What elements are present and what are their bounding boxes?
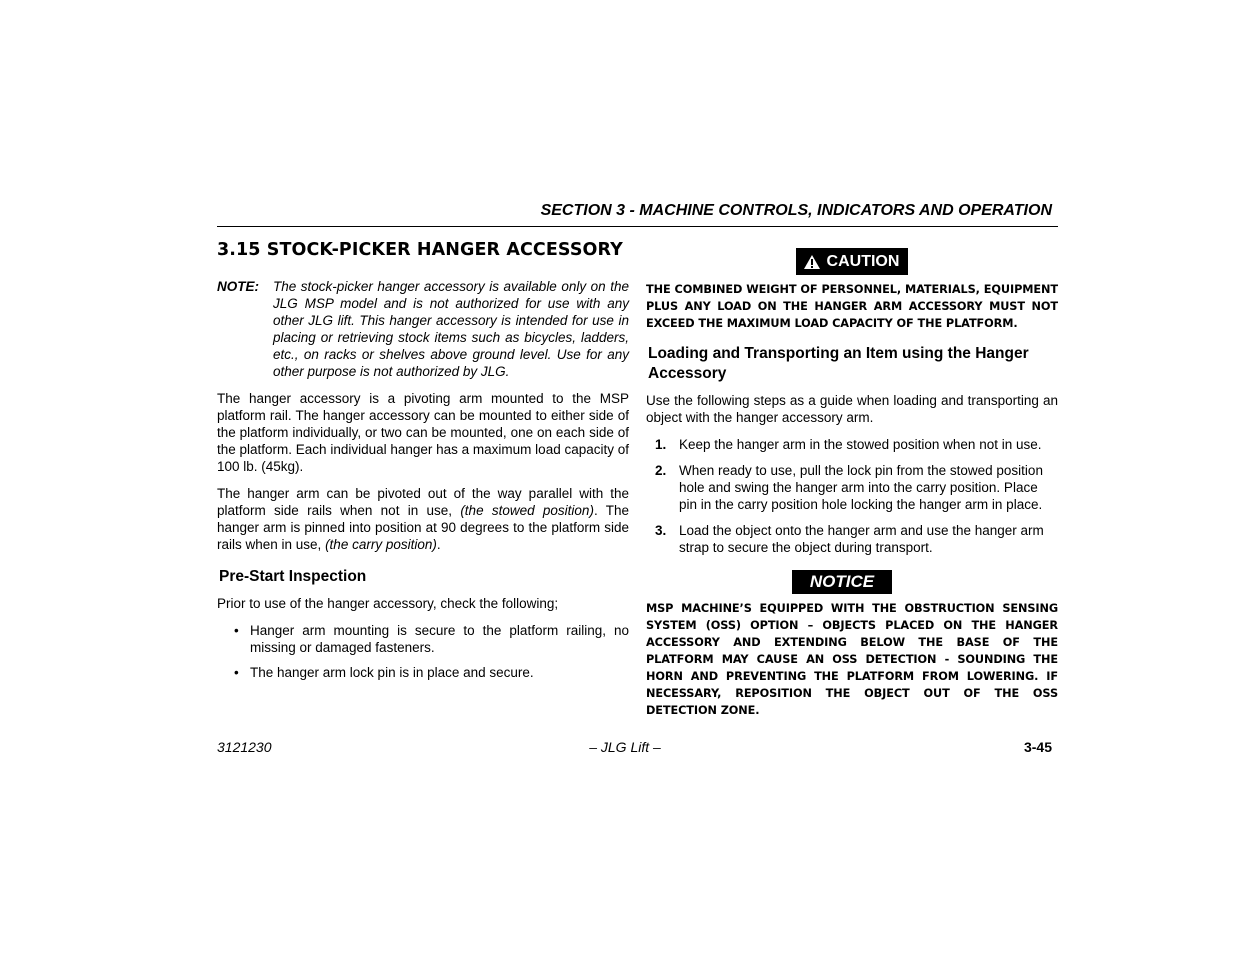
list-item-text: The hanger arm lock pin is in place and secure. (250, 665, 534, 680)
section-header: SECTION 3 - MACHINE CONTROLS, INDICATORS AND OPERATION (540, 202, 1052, 219)
caution-text: THE COMBINED WEIGHT OF PERSONNEL, MATERIALS, EQUIPMENT PLUS ANY LOAD ON THE HANGER ARM ACCESSORY MUST NOT EXCEED THE MAXIMUM LOAD CAPACITY OF THE PLATFORM. (646, 283, 1058, 330)
note-block (217, 278, 629, 380)
step-number: 1. (655, 437, 667, 452)
footer-center: – JLG Lift – (589, 739, 661, 755)
list-item (646, 436, 1058, 453)
hanger-positions-paragraph (217, 485, 629, 553)
para-text: The hanger arm can be pivoted out of the way parallel with the platform side rails when not in use, (217, 486, 629, 518)
pre-start-intro: Prior to use of the hanger accessory, check the following; (217, 596, 559, 611)
para-text: . (436, 537, 441, 552)
steps-list (646, 436, 1058, 556)
list-item (234, 622, 629, 656)
notice-text: MSP MACHINE’S EQUIPPED WITH THE OBSTRUCTION SENSING SYSTEM (OSS) OPTION – OBJECTS PLACED ON THE HANGER ACCESSORY AND EXTENDING BELOW THE BASE OF THE PLATFORM MAY CAUSE AN OSS DETECTION - SOUNDING THE HORN AND PREVENTING THE PLATFORM FROM LOWERING. IF NECESSARY, REPOSITION THE OBJECT OUT OF THE OSS DETECTION ZONE. (646, 602, 1058, 717)
caution-header (646, 248, 1058, 275)
list-item (646, 462, 1058, 513)
inspection-list (217, 622, 629, 681)
caution-label: CAUTION (826, 252, 900, 270)
note-label: NOTE: (217, 279, 259, 294)
step-text: Load the object onto the hanger arm and use the hanger arm strap to secure the object during transport. (679, 523, 1044, 555)
loading-intro: Use the following steps as a guide when loading and transporting an object with the hanger accessory arm. (646, 393, 1058, 425)
caution-badge (796, 248, 909, 275)
header-rule (217, 226, 1058, 227)
hanger-description: The hanger accessory is a pivoting arm mounted to the MSP platform rail. The hanger accessory can be mounted to either side of the platform individually, or two can be mounted, one on each side of the platform. Each individual hanger has a maximum load capacity of 100 lb. (45kg). (217, 391, 629, 474)
step-number: 2. (655, 463, 667, 478)
para-text: . The hanger arm is pinned into position at 90 degrees to the platform side rails when in use, (217, 503, 629, 552)
bullet-icon: • (234, 623, 239, 638)
stowed-position-term: (the stowed position) (460, 503, 594, 518)
step-text: Keep the hanger arm in the stowed position when not in use. (679, 437, 1042, 452)
list-item-text: Hanger arm mounting is secure to the platform railing, no missing or damaged fasteners. (250, 623, 629, 655)
loading-heading: Loading and Transporting an Item using the Hanger Accessory (648, 345, 1029, 382)
bullet-icon: • (234, 665, 239, 680)
section-title: 3.15 STOCK-PICKER HANGER ACCESSORY (217, 240, 623, 260)
list-item (234, 664, 629, 681)
warning-triangle-icon (803, 254, 821, 270)
carry-position-term: (the carry position) (325, 537, 437, 552)
doc-number: 3121230 (217, 739, 272, 755)
list-item (646, 522, 1058, 556)
notice-badge: NOTICE (792, 570, 892, 594)
note-text: The stock-picker hanger accessory is available only on the JLG MSP model and is not authorized for use with any other JLG lift. This hanger accessory is intended for use in placing or retrieving stock items such as bicycles, ladders, etc., on racks or shelves above ground level. Use for any other purpose is not authorized by JLG. (273, 279, 629, 379)
page-number: 3-45 (1023, 739, 1052, 755)
left-column (217, 240, 629, 689)
right-column (646, 248, 1058, 731)
step-number: 3. (655, 523, 667, 538)
step-text: When ready to use, pull the lock pin from the stowed position hole and swing the hanger arm into the carry position. Place pin in the carry position hole locking the hanger arm in place. (679, 463, 1043, 512)
pre-start-heading: Pre-Start Inspection (219, 568, 367, 585)
notice-header (646, 570, 1058, 594)
